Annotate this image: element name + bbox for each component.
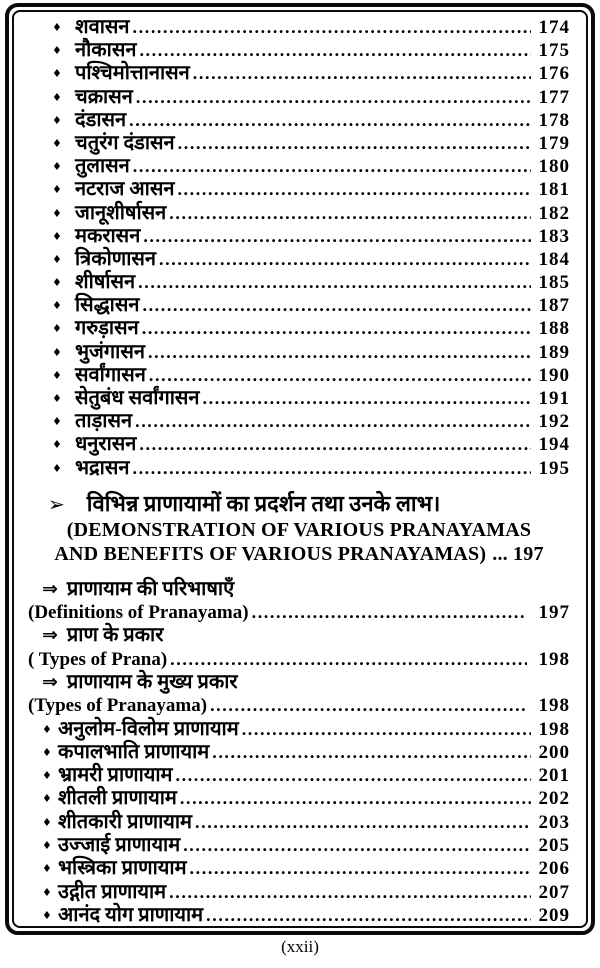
subsection-english-label: ( Types of Prana) xyxy=(28,648,168,670)
page-number-footer: (xxii) xyxy=(281,937,319,956)
dotted-leader xyxy=(139,433,531,457)
toc-entry xyxy=(28,881,570,904)
toc-entry xyxy=(28,741,570,764)
toc-subsection xyxy=(28,671,570,718)
toc-entry-page: 174 xyxy=(538,17,570,38)
dotted-leader xyxy=(143,225,531,249)
toc-entry-page: 183 xyxy=(538,225,570,247)
section-title-page: ... 197 xyxy=(492,542,544,565)
toc-entry-page: 191 xyxy=(538,388,570,409)
subsection-hindi-label: प्राण के प्रकार xyxy=(66,624,164,647)
section-title-hindi-line xyxy=(28,490,570,518)
diamond-bullet-icon: ♦ xyxy=(42,908,52,922)
diamond-bullet-icon: ♦ xyxy=(52,136,62,150)
toc-entry xyxy=(28,834,570,857)
toc-entry-label: सर्वांगासन xyxy=(75,363,146,386)
page-border-outer xyxy=(5,3,595,935)
diamond-bullet-icon: ♦ xyxy=(52,276,62,290)
dotted-leader xyxy=(169,881,531,905)
toc-entry-page: 181 xyxy=(538,179,570,201)
toc-entry xyxy=(28,787,570,810)
toc-content xyxy=(14,12,586,926)
dotted-leader xyxy=(136,86,531,110)
toc-entry xyxy=(28,202,570,225)
toc-entry xyxy=(28,857,570,880)
toc-entry xyxy=(28,109,570,132)
toc-entry-label: जानूशीर्षासन xyxy=(75,201,167,224)
toc-entry xyxy=(28,39,570,62)
toc-entry-label: भद्रासन xyxy=(75,456,130,479)
diamond-bullet-icon: ♦ xyxy=(42,862,52,876)
diamond-bullet-icon: ♦ xyxy=(52,368,62,382)
toc-entry xyxy=(28,294,570,317)
toc-entry-page: 176 xyxy=(538,63,570,85)
toc-entry-page: 185 xyxy=(538,272,570,294)
subsection-english-label: (Definitions of Pranayama) xyxy=(28,602,249,624)
toc-entry-page: 201 xyxy=(538,765,570,787)
toc-entry-label: भस्त्रिका प्राणायाम xyxy=(58,857,187,880)
dotted-leader xyxy=(148,341,531,365)
toc-entry xyxy=(28,178,570,201)
toc-entry xyxy=(28,225,570,248)
dotted-leader xyxy=(178,132,531,156)
double-arrow-icon: ⇒ xyxy=(42,624,58,647)
toc-entry-page: 198 xyxy=(538,718,570,740)
dotted-leader xyxy=(195,811,531,835)
subsection-english-line xyxy=(28,601,570,624)
toc-entry-page: 179 xyxy=(538,132,570,154)
toc-entry-label: शीर्षासन xyxy=(75,271,136,294)
toc-subsection xyxy=(28,624,570,671)
subsection-hindi-label: प्राणायाम के मुख्य प्रकार xyxy=(66,670,238,693)
subsection-hindi-line xyxy=(28,578,570,601)
dotted-leader xyxy=(212,741,531,765)
toc-entry xyxy=(28,132,570,155)
toc-entry-page: 207 xyxy=(538,881,570,903)
diamond-bullet-icon: ♦ xyxy=(52,113,62,127)
dotted-leader xyxy=(176,764,532,788)
section-title-english-line2-text: AND BENEFITS OF VARIOUS PRANAYAMAS) xyxy=(54,542,487,565)
diamond-bullet-icon: ♦ xyxy=(42,815,52,829)
toc-subsection xyxy=(28,578,570,625)
diamond-bullet-icon: ♦ xyxy=(52,21,62,34)
toc-entry-page: 190 xyxy=(538,364,570,386)
toc-entry xyxy=(28,86,570,109)
toc-entry-page: 192 xyxy=(538,411,570,433)
pranayama-subsection-list xyxy=(28,578,570,718)
toc-entry-label: धनुरासन xyxy=(75,433,137,456)
subsection-english-line xyxy=(28,648,570,671)
diamond-bullet-icon: ♦ xyxy=(52,299,62,313)
diamond-bullet-icon: ♦ xyxy=(52,415,62,429)
dotted-leader xyxy=(183,834,531,858)
toc-entry-page: 178 xyxy=(538,109,570,131)
diamond-bullet-icon: ♦ xyxy=(52,183,62,197)
dotted-leader xyxy=(133,155,531,179)
toc-entry-label: उद्गीत प्राणायाम xyxy=(58,880,167,903)
toc-entry xyxy=(28,364,570,387)
diamond-bullet-icon: ♦ xyxy=(52,229,62,243)
diamond-bullet-icon: ♦ xyxy=(42,792,52,806)
toc-entry-page: 177 xyxy=(538,86,570,108)
dotted-leader xyxy=(142,294,531,318)
diamond-bullet-icon: ♦ xyxy=(42,722,52,736)
toc-entry-page: 187 xyxy=(538,295,570,317)
diamond-bullet-icon: ♦ xyxy=(52,322,62,336)
toc-entry-label: ताड़ासन xyxy=(75,410,133,433)
toc-entry-label: पश्चिमोत्तानासन xyxy=(75,62,190,85)
toc-entry-label: नौकासन xyxy=(75,39,137,62)
section-title-english-line2 xyxy=(28,542,570,566)
toc-entry-page: 175 xyxy=(538,40,570,62)
asana-toc-list xyxy=(28,16,570,480)
dotted-leader xyxy=(170,648,527,672)
diamond-bullet-icon: ♦ xyxy=(42,769,52,783)
diamond-bullet-icon: ♦ xyxy=(52,392,62,405)
section-title-english-line1: (DEMONSTRATION OF VARIOUS PRANAYAMAS xyxy=(66,518,532,541)
toc-entry-page: 182 xyxy=(538,202,570,224)
toc-entry-page: 184 xyxy=(538,248,570,270)
toc-entry-label: शवासन xyxy=(75,16,130,38)
toc-entry xyxy=(28,155,570,178)
subsection-english-label: (Types of Pranayama) xyxy=(28,695,208,717)
toc-entry-page: 198 xyxy=(538,695,570,717)
toc-entry-label: तुलासन xyxy=(75,155,130,178)
toc-entry-page: 180 xyxy=(538,156,570,178)
toc-entry xyxy=(28,410,570,433)
toc-entry-label: गरुड़ासन xyxy=(75,317,139,340)
toc-entry xyxy=(28,317,570,340)
dotted-leader xyxy=(139,39,531,63)
toc-entry-page: 209 xyxy=(538,904,570,926)
toc-entry xyxy=(28,387,570,410)
toc-entry-label: सेतुबंध सर्वांगासन xyxy=(75,387,200,409)
toc-entry-label: भ्रामरी प्राणायाम xyxy=(58,764,173,787)
toc-entry xyxy=(28,248,570,271)
toc-entry-label: कपालभाति प्राणायाम xyxy=(58,740,210,763)
toc-entry-label: सिद्धासन xyxy=(75,294,140,317)
dotted-leader xyxy=(132,457,531,481)
diamond-bullet-icon: ♦ xyxy=(52,252,62,266)
diamond-bullet-icon: ♦ xyxy=(52,206,62,220)
toc-entry xyxy=(28,811,570,834)
toc-entry-label: शीतकारी प्राणायाम xyxy=(58,810,193,833)
dotted-leader xyxy=(210,694,527,718)
diamond-bullet-icon: ♦ xyxy=(52,67,62,81)
toc-entry-page: 198 xyxy=(538,648,570,670)
toc-entry xyxy=(28,718,570,741)
toc-entry-page: 203 xyxy=(538,811,570,833)
toc-entry-page: 194 xyxy=(538,434,570,456)
diamond-bullet-icon: ♦ xyxy=(52,438,62,452)
double-arrow-icon: ⇒ xyxy=(42,577,58,600)
toc-entry-label: चक्रासन xyxy=(75,85,133,108)
dotted-leader xyxy=(180,787,531,811)
dotted-leader xyxy=(242,718,531,742)
diamond-bullet-icon: ♦ xyxy=(52,461,62,475)
page-border-inner xyxy=(12,10,588,928)
toc-entry xyxy=(28,341,570,364)
arrowhead-icon: ➢ xyxy=(48,491,65,516)
dotted-leader xyxy=(159,248,531,272)
toc-entry-label: चतुरंग दंडासन xyxy=(75,131,175,154)
subsection-english-line xyxy=(28,694,570,717)
dotted-leader xyxy=(142,317,531,341)
toc-entry-label: शीतली प्राणायाम xyxy=(58,787,177,810)
dotted-leader xyxy=(252,601,527,625)
toc-entry xyxy=(28,433,570,456)
dotted-leader xyxy=(135,410,531,434)
dotted-leader xyxy=(190,857,531,881)
toc-entry-label: दंडासन xyxy=(75,108,127,131)
diamond-bullet-icon: ♦ xyxy=(52,345,62,359)
toc-entry-page: 188 xyxy=(538,318,570,340)
diamond-bullet-icon: ♦ xyxy=(42,839,52,853)
dotted-leader xyxy=(203,387,531,411)
toc-entry-page: 206 xyxy=(538,858,570,880)
toc-entry-page: 202 xyxy=(538,788,570,810)
dotted-leader xyxy=(169,202,531,226)
diamond-bullet-icon: ♦ xyxy=(52,160,62,174)
toc-entry-label: मकरासन xyxy=(75,224,141,247)
toc-entry-label: उज्जाई प्राणायाम xyxy=(58,834,181,857)
subsection-hindi-line xyxy=(28,624,570,647)
toc-entry xyxy=(28,457,570,480)
diamond-bullet-icon: ♦ xyxy=(52,90,62,104)
toc-entry-label: अनुलोम-विलोम प्राणायाम xyxy=(58,717,239,740)
double-arrow-icon: ⇒ xyxy=(42,670,58,693)
dotted-leader xyxy=(133,16,531,40)
subsection-hindi-label: प्राणायाम की परिभाषाएँ xyxy=(66,577,235,600)
dotted-leader xyxy=(177,178,531,202)
diamond-bullet-icon: ♦ xyxy=(42,885,52,899)
toc-entry-page: 205 xyxy=(538,835,570,857)
pranayama-section-header xyxy=(28,490,570,566)
toc-entry-page: 189 xyxy=(538,341,570,363)
toc-entry xyxy=(28,904,570,927)
section-title-hindi: विभिन्न प्राणायामों का प्रदर्शन तथा उनके लाभ। xyxy=(86,490,441,516)
dotted-leader xyxy=(193,62,531,86)
pranayama-toc-list xyxy=(28,718,570,928)
toc-entry-label: त्रिकोणासन xyxy=(75,247,157,270)
toc-entry-page: 195 xyxy=(538,457,570,479)
toc-entry-label: भुजंगासन xyxy=(75,340,145,363)
dotted-leader xyxy=(138,271,531,295)
toc-entry xyxy=(28,271,570,294)
dotted-leader xyxy=(149,364,531,388)
diamond-bullet-icon: ♦ xyxy=(52,44,62,58)
toc-entry-label: आनंद योग प्राणायाम xyxy=(58,903,204,926)
subsection-hindi-line xyxy=(28,671,570,694)
dotted-leader xyxy=(129,109,531,133)
toc-entry xyxy=(28,764,570,787)
toc-entry-page: 197 xyxy=(538,602,570,624)
toc-entry xyxy=(28,16,570,39)
dotted-leader xyxy=(206,904,531,928)
toc-entry-page: 200 xyxy=(538,741,570,763)
toc-entry xyxy=(28,62,570,85)
toc-entry-label: नटराज आसन xyxy=(75,178,175,201)
diamond-bullet-icon: ♦ xyxy=(42,745,52,759)
